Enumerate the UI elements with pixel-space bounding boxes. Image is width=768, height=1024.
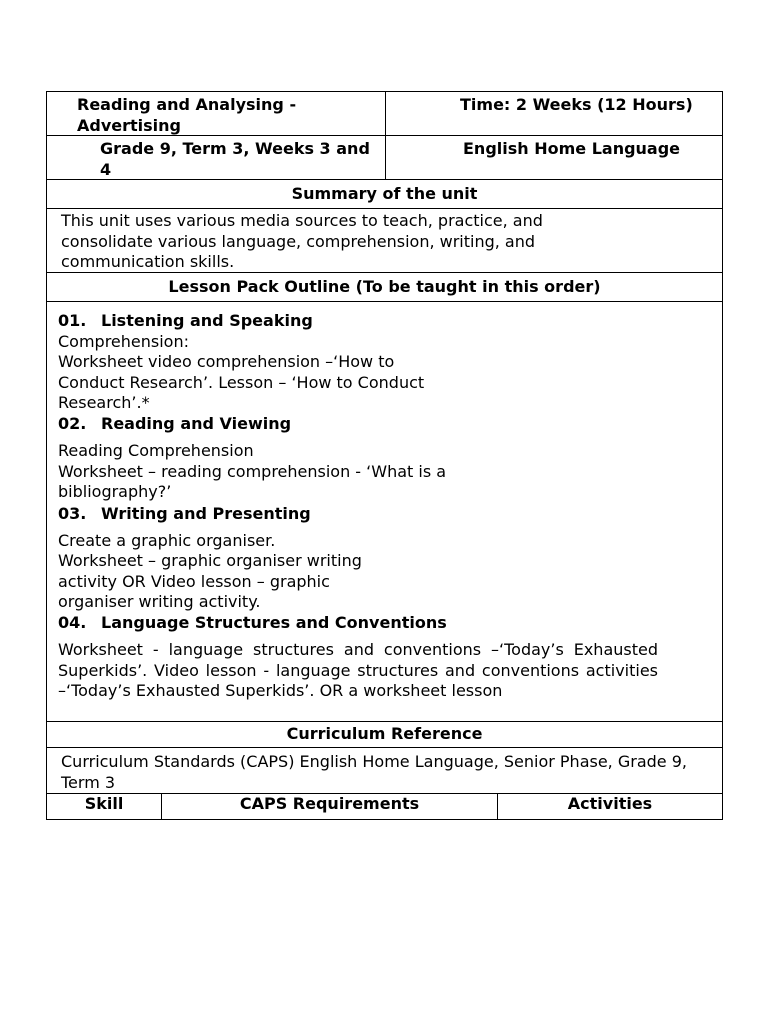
outline-item-number: 04. [58,613,87,632]
skill-header-cell [46,793,162,820]
time-label: Time: 2 Weeks (12 Hours) [460,95,693,114]
curriculum-text-cell [46,747,723,794]
outline-item-title: 03. Writing and Presenting [58,504,311,523]
grade-term: Grade 9, Term 3, Weeks 3 and 4 [100,139,370,179]
outline-content-cell [46,301,723,722]
skill-header: Skill [84,794,124,813]
subject-cell [385,135,723,180]
grade-term-cell [46,135,386,180]
outline-item-line: organiser writing activity. [58,592,261,611]
caps-header-cell [161,793,498,820]
summary-text-cell [46,208,723,273]
outline-item-title: 04. Language Structures and Conventions [58,613,447,632]
outline-item-text: Worksheet - language structures and conventions –‘Today’s Exhausted Superkids’. Video lesson - language structures and conventions activities –‘Today’s Exhausted Superkids’. OR a worksheet lesson [58,640,658,700]
outline-item-line: Create a graphic organiser. [58,531,276,550]
outline-heading: Lesson Pack Outline (To be taught in this order) [168,277,601,296]
outline-item-title: 02. Reading and Viewing [58,414,292,433]
outline-item-number: 01. [58,311,87,330]
outline-item-line: Reading Comprehension [58,441,254,460]
outline-item-title: 01. Listening and Speaking [58,311,313,330]
summary-heading: Summary of the unit [291,184,478,203]
subject: English Home Language [463,139,681,158]
outline-item-line: Worksheet – graphic organiser writing [58,551,362,570]
outline-item-line: bibliography?’ [58,482,172,501]
outline-item-line: Worksheet video comprehension –‘How to [58,352,395,371]
activities-header-cell [497,793,723,820]
activities-header: Activities [567,794,653,813]
outline-item-line: Comprehension: [58,332,189,351]
outline-item-number: 03. [58,504,87,523]
time-cell [385,91,723,136]
curriculum-text: Curriculum Standards (CAPS) English Home Language, Senior Phase, Grade 9, Term 3 [61,752,687,792]
curriculum-heading: Curriculum Reference [286,724,483,743]
outline-item-line: Worksheet – reading comprehension - ‘What is a [58,462,447,481]
outline-item-line: Research’.* [58,393,150,412]
summary-text: This unit uses various media sources to teach, practice, and consolidate various language, comprehension, writing, and communication skills. [61,211,543,271]
outline-item-number: 02. [58,414,87,433]
caps-requirements-header: CAPS Requirements [239,794,420,813]
outline-heading-cell [46,272,723,302]
outline-item-line: Conduct Research’. Lesson – ‘How to Conduct [58,373,425,392]
unit-title-cell [46,91,386,136]
curriculum-heading-cell [46,721,723,748]
outline-item-line: activity OR Video lesson – graphic [58,572,330,591]
summary-heading-cell [46,179,723,209]
unit-title: Reading and Analysing - Advertising [77,95,297,135]
